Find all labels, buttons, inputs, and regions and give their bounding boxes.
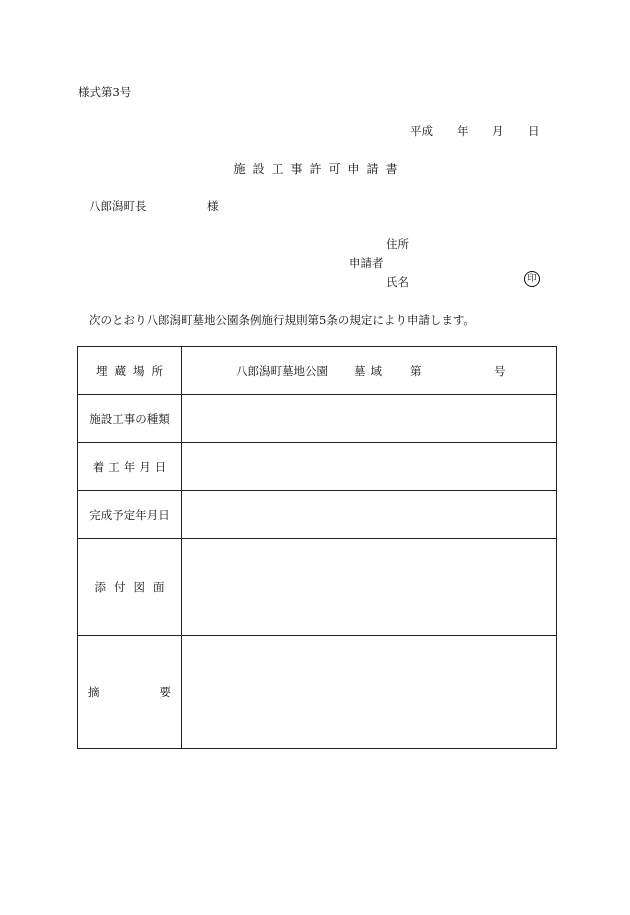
address-label: 住所 [386,237,409,251]
addressee-honorific: 様 [207,199,219,213]
work-type-field[interactable] [182,395,557,443]
date-year-label: 年 [457,124,469,138]
applicant-label: 申請者 [349,256,384,270]
table-row-start-date [78,443,557,491]
summary-label [78,636,182,749]
start-date-field[interactable] [182,443,557,491]
burial-park-name: 八郎潟町墓地公園 [236,363,328,378]
table-row-completion-date [78,491,557,539]
name-label: 氏名 [386,275,409,289]
document-title: 施設工事許可申請書 [233,162,405,176]
start-date-label: 着工年月日 [78,443,182,491]
date-month-label: 月 [492,124,504,138]
addressee-name: 八郎潟町長 [89,199,147,213]
work-type-label: 施設工事の種類 [78,395,182,443]
burial-place-label: 埋蔵場所 [78,347,182,395]
attached-drawings-field[interactable] [182,539,557,636]
burial-number-suffix: 号 [494,363,506,378]
date-day-label: 日 [528,124,540,138]
attached-drawings-label: 添付図面 [78,539,182,636]
application-statement: 次のとおり八郎潟町墓地公園条例施行規則第5条の規定により申請します。 [89,313,475,327]
burial-area-label: 墓域 [354,363,387,378]
burial-place-field[interactable] [182,347,557,395]
seal-mark: 印 [524,271,540,287]
application-form-table [77,346,557,749]
completion-date-field[interactable] [182,491,557,539]
completion-date-label: 完成予定年月日 [78,491,182,539]
date-era: 平成 [410,124,433,138]
summary-label-right: 要 [159,685,171,699]
table-row-work-type [78,395,557,443]
burial-number-prefix: 第 [410,363,422,378]
summary-field[interactable] [182,636,557,749]
table-row-attached-drawings [78,539,557,636]
table-row-burial-place [78,347,557,395]
summary-label-left: 摘 [88,685,100,699]
form-number: 様式第3号 [78,85,132,99]
table-row-summary [78,636,557,749]
